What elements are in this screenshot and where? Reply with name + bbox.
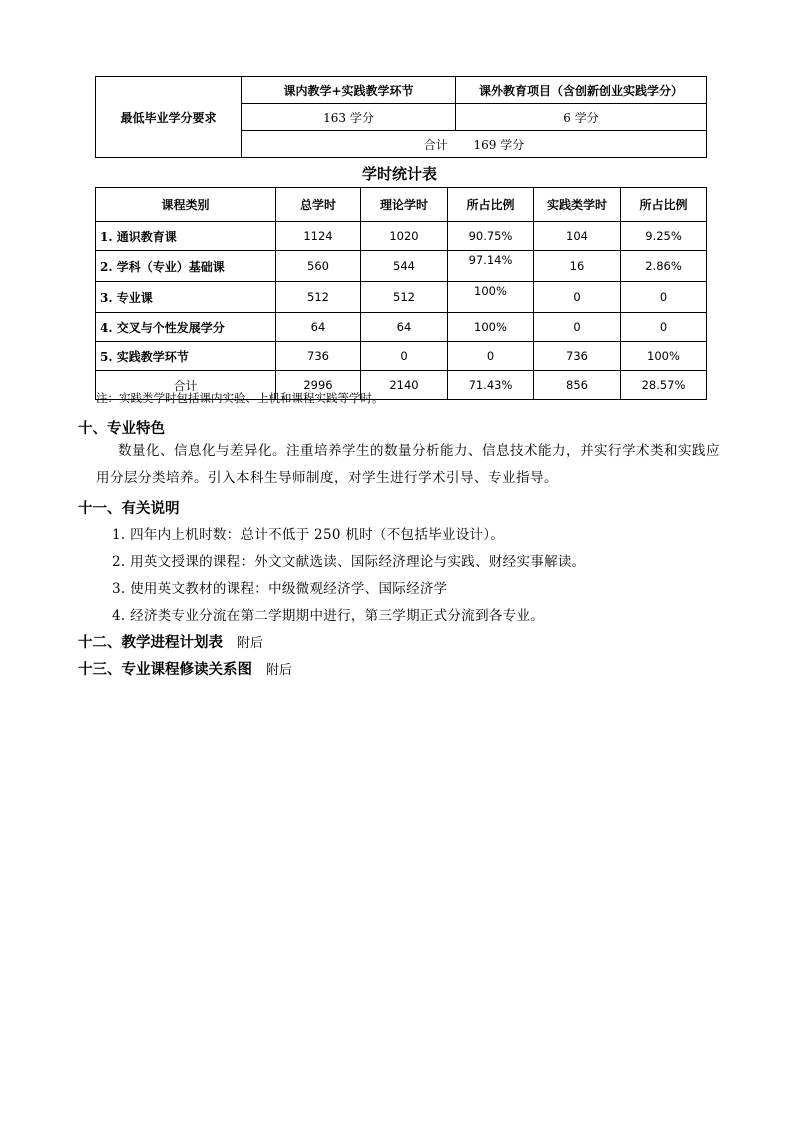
stats-cell: 856: [534, 371, 621, 400]
stats-header-row: [96, 188, 707, 222]
stats-cell: 0: [361, 342, 448, 371]
stats-cell: 2.86%: [621, 251, 707, 282]
credit-col2-value: 6 学分: [456, 104, 707, 131]
list-item: 1. 四年内上机时数：总计不低于 250 机时（不包括毕业设计）。: [112, 527, 505, 543]
stats-cell: 71.43%: [448, 371, 534, 400]
stats-cell: 0: [534, 313, 621, 342]
stats-cell: 2996: [276, 371, 361, 400]
table-row: [96, 282, 707, 313]
section-13-heading: [78, 658, 292, 679]
stats-cell: 0: [448, 342, 534, 371]
section-13-after: 附后: [266, 663, 293, 678]
credit-total-cell: [242, 131, 707, 158]
list-item: 4. 经济类专业分流在第二学期期中进行，第三学期正式分流到各专业。: [112, 608, 545, 624]
table-row: [96, 222, 707, 251]
stats-cell: 544: [361, 251, 448, 282]
section-11-heading: 十一、有关说明: [78, 501, 180, 517]
stats-cell: 736: [276, 342, 361, 371]
section-13-title: 十三、专业课程修读关系图: [78, 662, 252, 678]
stats-cell: 104: [534, 222, 621, 251]
section-12-heading: [78, 631, 263, 652]
stats-cell: 100%: [448, 282, 534, 313]
stats-header-cell: 理论学时: [361, 188, 448, 222]
stats-cell: 0: [621, 313, 707, 342]
stats-total-label: 合计: [96, 371, 276, 400]
table-row: [96, 342, 707, 371]
credit-col1-header: 课内教学+实践教学环节: [242, 77, 456, 104]
stats-category-cell: 2. 学科（专业）基础课: [96, 251, 276, 282]
stats-category-cell: 1. 通识教育课: [96, 222, 276, 251]
list-item: 3. 使用英文教材的课程：中级微观经济学、国际经济学: [112, 581, 448, 597]
list-item: 2. 用英文授课的课程：外文文献选读、国际经济理论与实践、财经实事解读。: [112, 554, 586, 570]
stats-cell: 1124: [276, 222, 361, 251]
credit-row-label: 最低毕业学分要求: [96, 77, 242, 158]
stats-cell: 64: [361, 313, 448, 342]
section-10-paragraph: 数量化、信息化与差异化。注重培养学生的数量分析能力、信息技术能力，并实行学术类和实践应用分层分类培养。引入本科生导师制度，对学生进行学术引导、专业指导。: [96, 443, 720, 486]
table-row: [96, 313, 707, 342]
stats-cell: 560: [276, 251, 361, 282]
section-12-after: 附后: [237, 636, 264, 651]
stats-header-cell: 实践类学时: [534, 188, 621, 222]
stats-category-cell: 3. 专业课: [96, 282, 276, 313]
stats-cell: 736: [534, 342, 621, 371]
stats-cell: 512: [361, 282, 448, 313]
credit-total-label: 合计: [423, 137, 448, 152]
credit-col1-value: 163 学分: [242, 104, 456, 131]
stats-cell: 2140: [361, 371, 448, 400]
credit-total-value: 169 学分: [473, 137, 525, 152]
stats-header-cell: 课程类别: [96, 188, 276, 222]
stats-header-cell: 所占比例: [448, 188, 534, 222]
stats-cell: 64: [276, 313, 361, 342]
section-10-heading: 十、专业特色: [78, 421, 165, 437]
stats-category-cell: 5. 实践教学环节: [96, 342, 276, 371]
stats-table-title: 学时统计表: [361, 165, 437, 183]
stats-cell: 97.14%: [448, 251, 534, 282]
stats-header-cell: 所占比例: [621, 188, 707, 222]
section-12-title: 十二、教学进程计划表: [78, 635, 223, 651]
stats-cell: 28.57%: [621, 371, 707, 400]
stats-cell: 512: [276, 282, 361, 313]
stats-cell: 16: [534, 251, 621, 282]
credit-requirements-table: [95, 76, 707, 158]
stats-cell: 0: [534, 282, 621, 313]
stats-cell: 100%: [621, 342, 707, 371]
stats-cell: 1020: [361, 222, 448, 251]
stats-note: 注：实践类学时包括课内实验、上机和课程实践等学时。: [96, 391, 384, 405]
stats-header-cell: 总学时: [276, 188, 361, 222]
stats-cell: 9.25%: [621, 222, 707, 251]
stats-table: [95, 187, 707, 400]
stats-cell: 100%: [448, 313, 534, 342]
table-row: [96, 251, 707, 282]
credit-col2-header: 课外教育项目（含创新创业实践学分）: [456, 77, 707, 104]
stats-category-cell: 4. 交叉与个性发展学分: [96, 313, 276, 342]
stats-cell: 0: [621, 282, 707, 313]
stats-cell: 90.75%: [448, 222, 534, 251]
